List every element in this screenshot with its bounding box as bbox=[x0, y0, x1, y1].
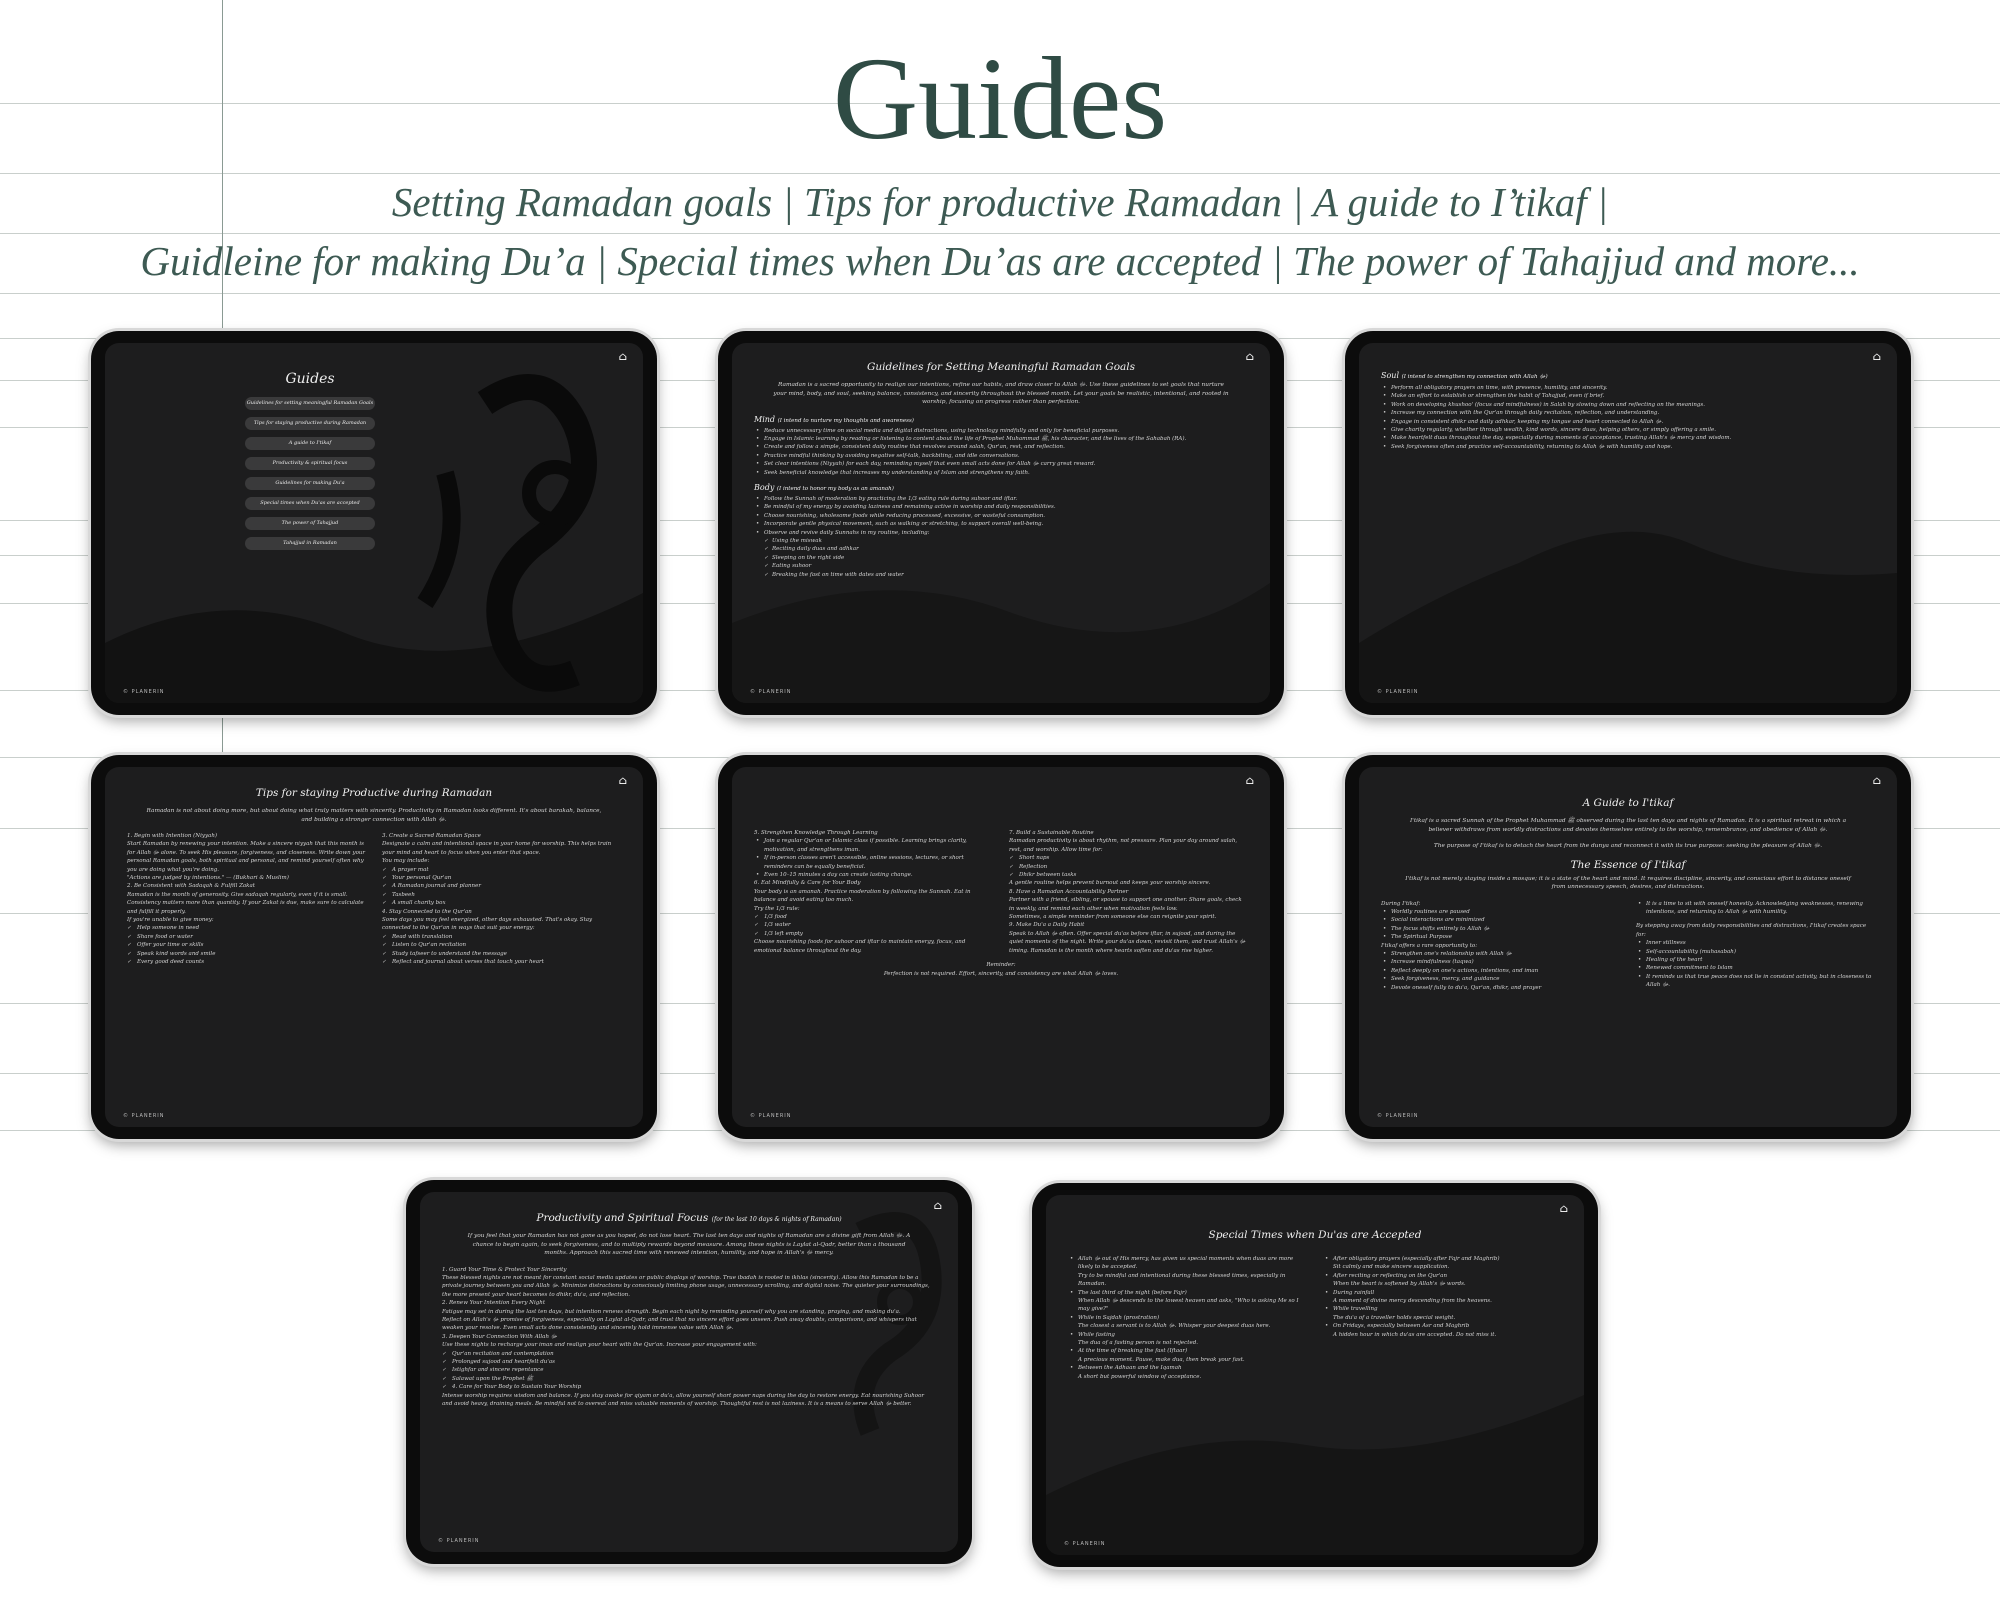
tip-text: Choose nourishing foods for suhoor and iftar to maintain energy, focus, and emotional balance throughout the day. bbox=[754, 939, 966, 954]
menu-item-goals[interactable]: Guidelines for setting meaningful Ramadan Goals bbox=[245, 397, 375, 410]
intro-text: If you feel that your Ramadan has not gone as you hoped, do not lose heart. The last ten days and nights of Ramadan are a divine gift from Allah ﷻ. A chance to begin again, to seek forgiveness, and to multiply rewards beyond measure. Among these nights is Laylat al-Qadr, better than a thousand months. Approach this sacred time with renewed intention, humility, and hope in Allah's ﷻ mercy. bbox=[467, 1233, 911, 1256]
check-item: ✓ Istighfar and sincere repentance bbox=[442, 1366, 936, 1374]
check-item: ✓ Every good deed counts bbox=[127, 958, 366, 966]
guides-menu bbox=[225, 367, 395, 557]
brand-label: © PLANERIN bbox=[750, 689, 792, 695]
tip-heading: 5. Strengthen Knowledge Through Learning bbox=[754, 830, 878, 836]
home-icon[interactable]: ⌂ bbox=[618, 774, 628, 787]
screen bbox=[1359, 767, 1897, 1127]
check-item: ✓ Your personal Qur'an bbox=[382, 874, 621, 882]
page-heading: A Guide to I'tikaf bbox=[1582, 797, 1674, 809]
focus-heading: 3. Deepen Your Connection With Allah ﷻ bbox=[442, 1333, 557, 1340]
subtitle-line-2: Guidleine for making Du’a | Special times when Du’as are accepted | The power of Tahajjud and more... bbox=[140, 238, 1860, 284]
tip-heading: 7. Build a Sustainable Routine bbox=[1009, 830, 1094, 836]
intro-text: Ramadan is a sacred opportunity to realign our intentions, refine our habits, and draw closer to Allah ﷻ. Use these guidelines to set goals that nurture your mind, body, and soul, seeking balance, consistency, and sincerity throughout the blessed month. Let your goals be realistic, intentional, and rooted in worship, focusing on progress rather than perfection. bbox=[773, 382, 1229, 405]
stepping-text: By stepping away from daily responsibilities and distractions, I'tikaf creates space for: bbox=[1636, 923, 1867, 938]
tablet-itikaf bbox=[1345, 755, 1911, 1139]
tip-text: A gentle routine helps prevent burnout and keeps your worship sincere. bbox=[1009, 880, 1211, 887]
tip-text: If you're unable to give money: bbox=[127, 917, 214, 924]
list-item: • Make heartfelt duas throughout the day, especially during moments of acceptance, trusting Allah's ﷻ mercy and wisdom. bbox=[1381, 434, 1875, 442]
heading-note: (for the last 10 days & nights of Ramadan) bbox=[711, 1216, 842, 1223]
time-heading: • While fasting bbox=[1068, 1331, 1307, 1339]
list-item: • Inner stillness bbox=[1636, 939, 1875, 947]
brand-label: © PLANERIN bbox=[1377, 1113, 1419, 1119]
brand-label: © PLANERIN bbox=[750, 1113, 792, 1119]
tablet-spiritual-focus bbox=[406, 1180, 972, 1564]
time-text: A precious moment. Pause, make dua, then break your fast. bbox=[1078, 1356, 1245, 1363]
during-heading: During I'tikaf: bbox=[1381, 900, 1421, 907]
page-heading: Tips for staying Productive during Ramadan bbox=[255, 787, 493, 799]
screen bbox=[105, 343, 643, 703]
check-item: ✓ Prolonged sujood and heartfelt du'as bbox=[442, 1358, 936, 1366]
tip-heading: 6. Eat Mindfully & Care for Your Body bbox=[754, 880, 861, 887]
check-item: ✓ Speak kind words and smile bbox=[127, 950, 366, 958]
tablet-guides-menu bbox=[91, 331, 657, 715]
intro-text: Ramadan is not about doing more, but about doing what truly matters with sincerity. Productivity in Ramadan looks different. It's about barakah, balance, and building a stronger connection with Allah ﷻ. bbox=[146, 808, 602, 823]
check-item: ✓ Sleeping on the right side bbox=[754, 554, 1248, 562]
list-item: • Increase mindfulness (taqwa) bbox=[1381, 958, 1620, 966]
list-item: • Be mindful of my energy by avoiding laziness and remaining active in worship and daily responsibilities. bbox=[754, 503, 1248, 511]
tip-text: Ramadan is the month of generosity. Give sadaqah regularly, even if it is small. Consistency matters more than quantity. If your Zakat is due, make sure to calculate and fulfill it properly. bbox=[127, 891, 364, 915]
list-item: • Engage in consistent dhikr and daily adhkar, keeping my tongue and heart connected to Allah ﷻ. bbox=[1381, 418, 1875, 426]
section-note: (I intend to strengthen my connection with Allah ﷻ) bbox=[1401, 374, 1548, 380]
time-text: Try to be mindful and intentional during these blessed times, especially in Ramadan. bbox=[1078, 1272, 1286, 1288]
check-item: ✓ Short naps bbox=[1009, 854, 1248, 862]
time-text: A hidden hour in which du'as are accepted. Do not miss it. bbox=[1333, 1331, 1497, 1338]
check-item: ✓ 4. Care for Your Body to Sustain Your Worship bbox=[442, 1383, 936, 1391]
check-item: ✓ Reciting daily duas and adhkar bbox=[754, 545, 1248, 553]
list-item: • Seek forgiveness often and practice self-accountability, returning to Allah ﷻ with humility and hope. bbox=[1381, 443, 1875, 451]
time-heading: • Between the Adhaan and the Iqamah bbox=[1068, 1364, 1307, 1372]
list-item: • Healing of the heart bbox=[1636, 956, 1875, 964]
list-item: • Set clear intentions (Niyyah) for each day, reminding myself that even small acts done for Allah ﷻ carry great reward. bbox=[754, 460, 1248, 468]
list-item: • If in-person classes aren't accessible, online sessions, lectures, or short reminders can be equally beneficial. bbox=[754, 854, 993, 871]
essence-heading: The Essence of I'tikaf bbox=[1570, 858, 1686, 871]
menu-item-productivity-focus[interactable]: Productivity & spiritual focus bbox=[245, 457, 375, 470]
tip-heading: 8. Have a Ramadan Accountability Partner bbox=[1009, 888, 1129, 895]
tip-heading: 9. Make Du'a a Daily Habit bbox=[1009, 922, 1085, 929]
list-item: • Work on developing khushoo' (focus and mindfulness) in Salah by slowing down and reflecting on the meanings. bbox=[1381, 401, 1875, 409]
list-item: • Reflect deeply on one's actions, intentions, and iman bbox=[1381, 967, 1620, 975]
list-item: • Seek forgiveness, mercy, and guidance bbox=[1381, 975, 1620, 983]
section-soul: Soul bbox=[1381, 371, 1400, 380]
list-item: • Choose nourishing, wholesome foods while reducing processed, excessive, or wasteful consumption. bbox=[754, 512, 1248, 520]
screen bbox=[732, 767, 1270, 1127]
brand-label: © PLANERIN bbox=[123, 1113, 165, 1119]
time-text: A moment of divine mercy descending from the heavens. bbox=[1333, 1298, 1492, 1305]
reminder-text: Perfection is not required. Effort, sincerity, and consistency are what Allah ﷻ loves. bbox=[883, 970, 1119, 977]
brand-label: © PLANERIN bbox=[1377, 689, 1419, 695]
time-heading: • After obligatory prayers (especially after Fajr and Maghrib) bbox=[1323, 1255, 1562, 1263]
tip-text: Speak to Allah ﷻ often. Offer special du'as before iftar, in sujood, and during the quiet moments of the night. Write your du'as down, revisit them, and trust Allah's ﷻ timing. Ramadan is the month where hearts soften and du'as rise higher. bbox=[1009, 930, 1246, 954]
check-item: ✓ Help someone in need bbox=[127, 924, 366, 932]
page-heading: Guidelines for Setting Meaningful Ramadan Goals bbox=[866, 361, 1136, 373]
time-heading: • After reciting or reflecting on the Qur'an bbox=[1323, 1272, 1562, 1280]
time-heading: • On Fridays, especially between Asr and Maghrib bbox=[1323, 1322, 1562, 1330]
subtitle-line-1: Setting Ramadan goals | Tips for productive Ramadan | A guide to I’tikaf | bbox=[391, 179, 1609, 225]
time-text: The du'a of a traveller holds special weight. bbox=[1333, 1314, 1456, 1321]
check-item: ✓ Offer your time or skills bbox=[127, 941, 366, 949]
time-heading: • At the time of breaking the fast (Iftaar) bbox=[1068, 1347, 1307, 1355]
tip-text: Start Ramadan by renewing your intention. Make a sincere niyyah that this month is for Allah ﷻ alone. To seek His pleasure, forgiveness, and closeness. Write down your personal Ramadan goals, both spiritual and personal, and remind yourself often why you are doing what you're doing. bbox=[127, 841, 366, 873]
focus-heading: 1. Guard Your Time & Protect Your Sincerity bbox=[442, 1266, 567, 1273]
time-heading: • The last third of the night (before Fajr) bbox=[1068, 1289, 1307, 1297]
tip-text: Partner with a friend, sibling, or spouse to support one another. Share goals, check in weekly, and remind each other when motivation feels low. bbox=[1009, 897, 1242, 912]
tip-heading: 4. Stay Connected to the Qur'an bbox=[382, 908, 472, 915]
soul-list bbox=[1381, 384, 1875, 451]
reminder-heading: Reminder: bbox=[986, 962, 1016, 969]
tip-text: Sometimes, a simple reminder from someone else can reignite your spirit. bbox=[1009, 914, 1217, 921]
check-item: ✓ Reflect and journal about verses that touch your heart bbox=[382, 958, 621, 966]
page-heading: Special Times when Du'as are Accepted bbox=[1208, 1229, 1422, 1241]
brand-label: © PLANERIN bbox=[123, 689, 165, 695]
screen bbox=[105, 767, 643, 1127]
check-item: ✓ Using the miswak bbox=[754, 537, 1248, 545]
section-note: (I intend to nurture my thoughts and awareness) bbox=[777, 417, 914, 424]
list-item: • Social interactions are minimized bbox=[1381, 916, 1620, 924]
list-item: • Worldly routines are paused bbox=[1381, 908, 1620, 916]
list-item: • Give charity regularly, whether through wealth, kind words, sincere duas, helping others, or simply offering a smile. bbox=[1381, 426, 1875, 434]
list-item: • Join a regular Qur'an or Islamic class if possible. Learning brings clarity, motivation, and strengthens iman. bbox=[754, 837, 993, 854]
list-item: • Devote oneself fully to du'a, Qur'an, dhikr, and prayer bbox=[1381, 984, 1620, 992]
tip-heading: 2. Be Consistent with Sadaqah & Fulfill Zakat bbox=[127, 883, 255, 890]
purpose-text: The purpose of I'tikaf is to detach the heart from the dunya and reconnect it with its true purpose: seeking the pleasure of Allah ﷻ. bbox=[1433, 843, 1823, 849]
screen bbox=[420, 1192, 958, 1552]
tablet-productive-tips-2 bbox=[718, 755, 1284, 1139]
list-item: • Create and follow a simple, consistent daily routine that revolves around salah, Qur'an, rest, and reflection. bbox=[754, 443, 1248, 451]
menu-item-tahajjud-ramadan[interactable]: Tahajjud in Ramadan bbox=[245, 537, 375, 550]
tip-heading: 1. Begin with Intention (Niyyah) bbox=[127, 833, 218, 839]
check-item: ✓ A Ramadan journal and planner bbox=[382, 882, 621, 890]
essence-text: I'tikaf is not merely staying inside a mosque; it is a state of the heart and mind. It requires discipline, sincerity, and conscious effort to distance oneself from unnecessary speech, desires, and distractions. bbox=[1405, 875, 1851, 890]
body-list bbox=[754, 495, 1248, 579]
focus-text: Reflect on Allah's ﷻ promise of forgiveness, especially on Laylat al-Qadr, and trust that no sincere effort goes unseen. Push away doubts, comparisons, and whispers that weaken your resolve. Even small acts done consistently and sincerely hold immense value with Allah ﷻ. bbox=[442, 1316, 917, 1332]
section-note: (I intend to honor my body as an amanah) bbox=[776, 485, 894, 492]
list-item: • It is a time to sit with oneself honestly. Acknowledging weaknesses, renewing intentions, and returning to Allah ﷻ with humility. bbox=[1636, 900, 1875, 917]
check-item: ✓ A prayer mat bbox=[382, 866, 621, 874]
check-item: ✓ 1/3 water bbox=[754, 921, 993, 929]
list-item: • The Spiritual Purpose bbox=[1381, 933, 1620, 941]
list-item: • Seek beneficial knowledge that increases my understanding of Islam and strengthens my faith. bbox=[754, 469, 1248, 477]
intro-text: I'tikaf is a sacred Sunnah of the Prophet Muhammad ﷺ observed during the last ten days and nights of Ramadan. It is a spiritual retreat in which a believer withdraws from worldly distractions and devotes themselves entirely to the worship, remembrance, and obedience of Allah ﷻ. bbox=[1409, 818, 1847, 833]
list-item: • Self-accountability (muhasabah) bbox=[1636, 948, 1875, 956]
brand-label: © PLANERIN bbox=[1064, 1541, 1106, 1547]
section-mind: Mind bbox=[754, 414, 776, 424]
check-item: ✓ Dhikr between tasks bbox=[1009, 871, 1248, 879]
check-item: ✓ Read with translation bbox=[382, 933, 621, 941]
screen bbox=[732, 343, 1270, 703]
check-item: ✓ Reflection bbox=[1009, 863, 1248, 871]
tablet-goals-mind-body bbox=[718, 331, 1284, 715]
menu-item-special-times[interactable]: Special times when Du'as are accepted bbox=[245, 497, 375, 510]
home-icon[interactable]: ⌂ bbox=[933, 1199, 943, 1212]
tip-text: Some days you may feel energized, other days exhausted. That's okay. Stay connected to the Qur'an in ways that suit your energy: bbox=[382, 917, 593, 932]
tip-text: Ramadan productivity is about rhythm, not pressure. Plan your day around salah, rest, and worship. Allow time for: bbox=[1009, 838, 1238, 853]
home-icon[interactable]: ⌂ bbox=[1872, 774, 1882, 787]
time-text: When the heart is softened by Allah's ﷻ words. bbox=[1333, 1281, 1466, 1288]
home-icon[interactable]: ⌂ bbox=[1245, 774, 1255, 787]
time-heading: • Allah ﷻ out of His mercy, has given us special moments when duas are more likely to be accepted. bbox=[1068, 1255, 1307, 1272]
list-item: • Increase my connection with the Qur'an through daily recitation, reflection, and understanding. bbox=[1381, 409, 1875, 417]
home-icon[interactable]: ⌂ bbox=[618, 350, 628, 363]
focus-text: Intense worship requires wisdom and balance. If you stay awake for qiyam or du'a, allow yourself short power naps during the day to restore energy. Eat nourishing Suhoor and avoid heavy, draining meals. Be mindful not to overeat and miss valuable moments of worship. Thoughtful rest is not laziness. It is a means to serve Allah ﷻ better. bbox=[442, 1392, 925, 1407]
page-heading: Productivity and Spiritual Focus bbox=[536, 1212, 709, 1224]
list-item: • The focus shifts entirely to Allah ﷻ bbox=[1381, 925, 1620, 933]
quote-text: "Actions are judged by intentions." — (Bukhari & Muslim) bbox=[127, 875, 289, 882]
check-item: ✓ Eating suhoor bbox=[754, 562, 1248, 570]
list-item: • Strengthen one's relationship with Allah ﷻ bbox=[1381, 950, 1620, 958]
page-title: Guides bbox=[832, 33, 1168, 164]
list-item: • Perform all obligatory prayers on time, with presence, humility, and sincerity. bbox=[1381, 384, 1875, 392]
list-item: • Reduce unnecessary time on social media and digital distractions, using technology mindfully and only for beneficial purposes. bbox=[754, 427, 1248, 435]
list-item: • Even 10–15 minutes a day can create lasting change. bbox=[754, 871, 993, 879]
check-item: ✓ Salawat upon the Prophet ﷺ bbox=[442, 1375, 936, 1383]
check-item: ✓ Breaking the fast on time with dates and water bbox=[754, 571, 1248, 579]
check-item: ✓ Listen to Qur'an recitation bbox=[382, 941, 621, 949]
focus-heading: 2. Renew Your Intention Every Night bbox=[442, 1300, 546, 1307]
check-item: ✓ 1/3 food bbox=[754, 913, 993, 921]
check-item: ✓ Study tafseer to understand the message bbox=[382, 950, 621, 958]
time-text: A short but powerful window of acceptance. bbox=[1078, 1373, 1202, 1380]
tip-text: Your body is an amanah. Practice moderation by following the Sunnah. Eat in balance and avoid eating too much. bbox=[754, 888, 971, 904]
time-heading: • During rainfall bbox=[1323, 1289, 1562, 1297]
focus-text: Use these nights to recharge your iman and realign your heart with the Qur'an. Increase your engagement with: bbox=[442, 1342, 757, 1349]
tip-text: Designate a calm and intentional space in your home for worship. This helps train your mind and heart to focus when you enter that space. bbox=[382, 841, 612, 856]
list-item: • Follow the Sunnah of moderation by practicing the 1/3 eating rule during suhoor and iftar. bbox=[754, 495, 1248, 503]
tablet-productive-tips bbox=[91, 755, 657, 1139]
list-item: • It reminds us that true peace does not lie in constant activity, but in closeness to Allah ﷻ. bbox=[1636, 973, 1875, 990]
check-item: ✓ Tasbeeh bbox=[382, 891, 621, 899]
section-body: Body bbox=[754, 482, 775, 492]
focus-text: These blessed nights are not meant for constant social media updates or public displays of worship. True ibadah is rooted in ikhlas (sincerity). Allow this Ramadan to be a private journey between you and Allah ﷻ. Minimize distractions by consciously limiting phone usage, unnecessary scrolling, and digital noise. The quieter your surroundings, the more present your heart becomes to dhikr, du'a, and reflection. bbox=[442, 1274, 930, 1298]
mind-list bbox=[754, 427, 1248, 477]
menu-item-making-dua[interactable]: Guidelines for making Du'a bbox=[245, 477, 375, 490]
focus-text: Fatigue may set in during the last ten days, but intention renews strength. Begin each night by reminding yourself why you are standing, praying, and making du'a. bbox=[442, 1308, 901, 1315]
time-text: The closest a servant is to Allah ﷻ. Whisper your deepest duas here. bbox=[1078, 1323, 1271, 1330]
list-item: • Practice mindful thinking by avoiding negative self-talk, backbiting, and idle conversations. bbox=[754, 452, 1248, 460]
time-text: The dua of a fasting person is not rejected. bbox=[1078, 1340, 1198, 1347]
tablet-special-times bbox=[1032, 1183, 1598, 1567]
list-item: • Renewed commitment to Islam bbox=[1636, 964, 1875, 972]
home-icon[interactable]: ⌂ bbox=[1559, 1202, 1569, 1215]
tip-text: Try the 1/3 rule: bbox=[754, 905, 800, 912]
brand-label: © PLANERIN bbox=[438, 1538, 480, 1544]
menu-title: Guides bbox=[285, 371, 335, 387]
list-item: • Incorporate gentle physical movement, such as walking or stretching, to support overall well-being. bbox=[754, 520, 1248, 528]
check-item: ✓ Qur'an recitation and contemplation bbox=[442, 1350, 936, 1358]
time-text: Sit calmly and make sincere supplication. bbox=[1333, 1264, 1450, 1271]
tablet-goals-soul bbox=[1345, 331, 1911, 715]
screen bbox=[1046, 1195, 1584, 1555]
home-icon[interactable]: ⌂ bbox=[1245, 350, 1255, 363]
home-icon[interactable]: ⌂ bbox=[1872, 350, 1882, 363]
check-item: ✓ 1/3 left empty bbox=[754, 930, 993, 938]
time-text: When Allah ﷻ descends to the lowest heaven and asks, "Who is asking Me so I may give?" bbox=[1078, 1298, 1299, 1313]
time-heading: • While in Sajdah (prostration) bbox=[1068, 1314, 1307, 1322]
menu-item-itikaf[interactable]: A guide to I'tikaf bbox=[245, 437, 375, 450]
check-item: ✓ Share food or water bbox=[127, 933, 366, 941]
list-item: • Observe and revive daily Sunnahs in my routine, including: bbox=[754, 529, 1248, 537]
tip-text: You may include: bbox=[382, 858, 430, 865]
offers-heading: I'tikaf offers a rare opportunity to: bbox=[1381, 942, 1478, 949]
time-heading: • While travelling bbox=[1323, 1305, 1562, 1313]
menu-item-power-tahajjud[interactable]: The power of Tahajjud bbox=[245, 517, 375, 530]
list-item: • Engage in Islamic learning by reading or listening to content about the life of Prophet Muhammad ﷺ, his character, and the lives of the Sahabah (RA). bbox=[754, 435, 1248, 443]
screen bbox=[1359, 343, 1897, 703]
tip-heading: 3. Create a Sacred Ramadan Space bbox=[382, 833, 481, 839]
menu-item-productive[interactable]: Tips for staying productive during Ramadan bbox=[245, 417, 375, 430]
check-item: ✓ A small charity box bbox=[382, 899, 621, 907]
list-item: • Make an effort to establish or strengthen the habit of Tahajjud, even if brief. bbox=[1381, 392, 1875, 400]
